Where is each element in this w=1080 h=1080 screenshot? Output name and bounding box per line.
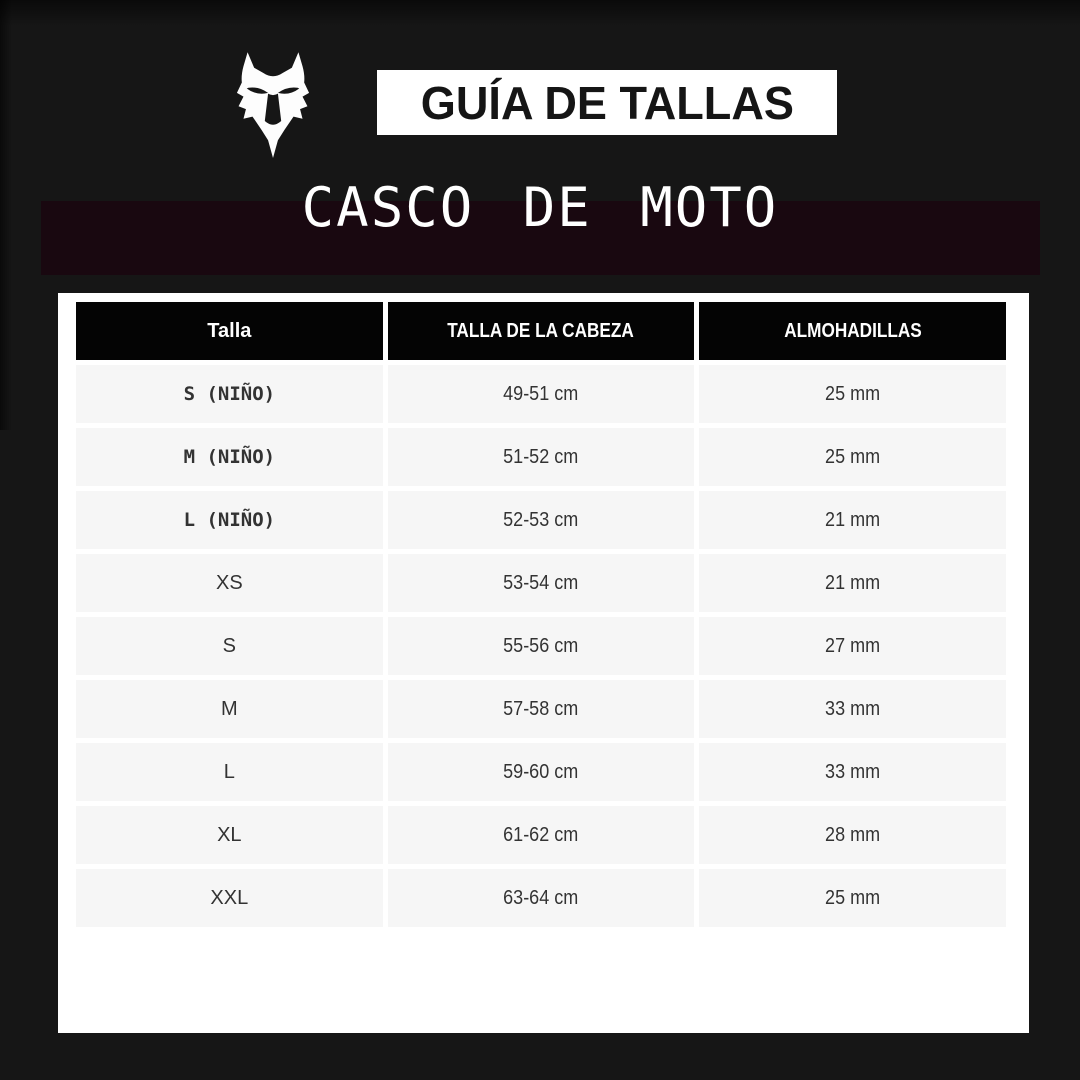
padding-value: 27 mm: [699, 617, 1006, 675]
head-size-value: 57-58 cm: [388, 680, 695, 738]
head-size-value: 51-52 cm: [388, 428, 695, 486]
column-header-talla-cabeza: TALLA DE LA CABEZA: [388, 302, 695, 360]
size-table: [76, 302, 1006, 927]
size-label: XS: [76, 554, 383, 612]
padding-value: 25 mm: [699, 869, 1006, 927]
padding-value: 21 mm: [699, 491, 1006, 549]
head-size-value: 49-51 cm: [388, 365, 695, 423]
size-label: S (NIÑO): [76, 365, 383, 423]
padding-value: 33 mm: [699, 680, 1006, 738]
fox-head-icon: [232, 50, 314, 158]
product-title: CASCO DE MOTO: [301, 176, 779, 239]
column-header-almohadillas: ALMOHADILLAS: [699, 302, 1006, 360]
size-guide-title-box: [377, 70, 837, 135]
head-size-value: 55-56 cm: [388, 617, 695, 675]
padding-value: 25 mm: [699, 428, 1006, 486]
head-size-value: 59-60 cm: [388, 743, 695, 801]
top-edge-shadow: [0, 0, 1080, 26]
head-size-value: 52-53 cm: [388, 491, 695, 549]
padding-value: 25 mm: [699, 365, 1006, 423]
head-size-value: 53-54 cm: [388, 554, 695, 612]
size-label: M (NIÑO): [76, 428, 383, 486]
size-label: L: [76, 743, 383, 801]
size-guide-title: GUÍA DE TALLAS: [420, 76, 794, 129]
size-label: XXL: [76, 869, 383, 927]
padding-value: 33 mm: [699, 743, 1006, 801]
padding-value: 28 mm: [699, 806, 1006, 864]
size-label: L (NIÑO): [76, 491, 383, 549]
head-size-value: 63-64 cm: [388, 869, 695, 927]
size-label: S: [76, 617, 383, 675]
size-label: M: [76, 680, 383, 738]
size-label: XL: [76, 806, 383, 864]
head-size-value: 61-62 cm: [388, 806, 695, 864]
column-header-talla: Talla: [76, 302, 383, 360]
padding-value: 21 mm: [699, 554, 1006, 612]
table-panel: [58, 293, 1029, 1033]
